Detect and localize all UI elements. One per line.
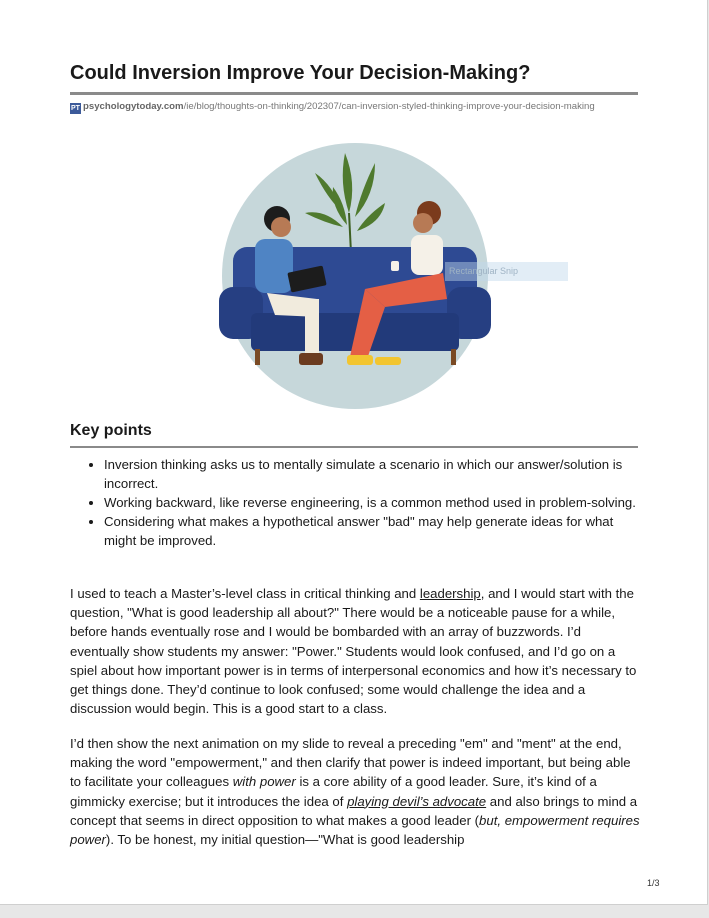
paragraph-2-text: ). To be honest, my initial question—"What is good leadership	[105, 832, 465, 848]
article-title: Could Inversion Improve Your Decision-Making?	[70, 62, 531, 84]
source-domain: psychologytoday.com	[83, 101, 184, 112]
source-path: /ie/blog/thoughts-on-thinking/202307/can-inversion-styled-thinking-improve-your-decision-making	[183, 101, 595, 112]
key-points-heading: Key points	[70, 422, 152, 439]
key-point-item: • Inversion thinking asks us to mentally simulate a scenario in which our answer/solution is incorrect.	[104, 455, 640, 493]
key-points-rule	[70, 446, 638, 448]
key-points-list	[70, 455, 640, 550]
devils-advocate-link[interactable]: playing devil’s advocate	[347, 793, 487, 809]
key-point-item: • Working backward, like reverse engineering, is a common method used in problem-solving.	[104, 493, 640, 512]
paragraph-2-text: and also brings to mind a concept that seems in direct opposition to what makes a good leader (	[70, 793, 638, 828]
source-url[interactable]	[70, 100, 640, 114]
paragraph-1-text-rest: , and I would start with the question, "What is good leadership all about?" There would be a noticeable pause for a while, before hands eventually rose and I would be bombarded with an array of buzzwords. I’d eventually show students my answer: "Power." Students would look confused, and I’d go on a spiel about how important power is in terms of interpersonal economics and how it’s necessary to get things done. They’d continue to look confused; some would challenge the idea and a discussion would begin. This is a good start to a class.	[70, 586, 637, 717]
paragraph-2	[70, 734, 640, 849]
title-rule	[70, 92, 638, 95]
rectangular-snip-overlay: Rectangular Snip	[445, 262, 568, 281]
key-point-item: • Considering what makes a hypothetical answer "bad" may help generate ideas for what might be improved.	[104, 512, 640, 550]
paragraph-2-emphasis: with power	[232, 774, 296, 790]
paragraph-1	[70, 584, 640, 718]
leadership-link[interactable]: leadership	[419, 586, 481, 601]
paragraph-2-text: is a core ability of a good leader. Sure, it’s kind of a gimmicky exercise; but it introduces the idea of	[70, 774, 597, 809]
page-number: 1/3	[647, 878, 660, 888]
psychology-today-icon: PT	[71, 105, 80, 112]
paragraph-1-text: I used to teach a Master’s-level class in critical thinking and	[70, 586, 420, 601]
paragraph-2-emphasis: but, empowerment requires power	[70, 812, 640, 848]
paragraph-2-text: I’d then show the next animation on my slide to reveal a preceding "em" and "ment" at the end, making the word "empowerment," and then clarify that power is indeed important, but being able to facilitate your colleagues	[70, 736, 631, 790]
